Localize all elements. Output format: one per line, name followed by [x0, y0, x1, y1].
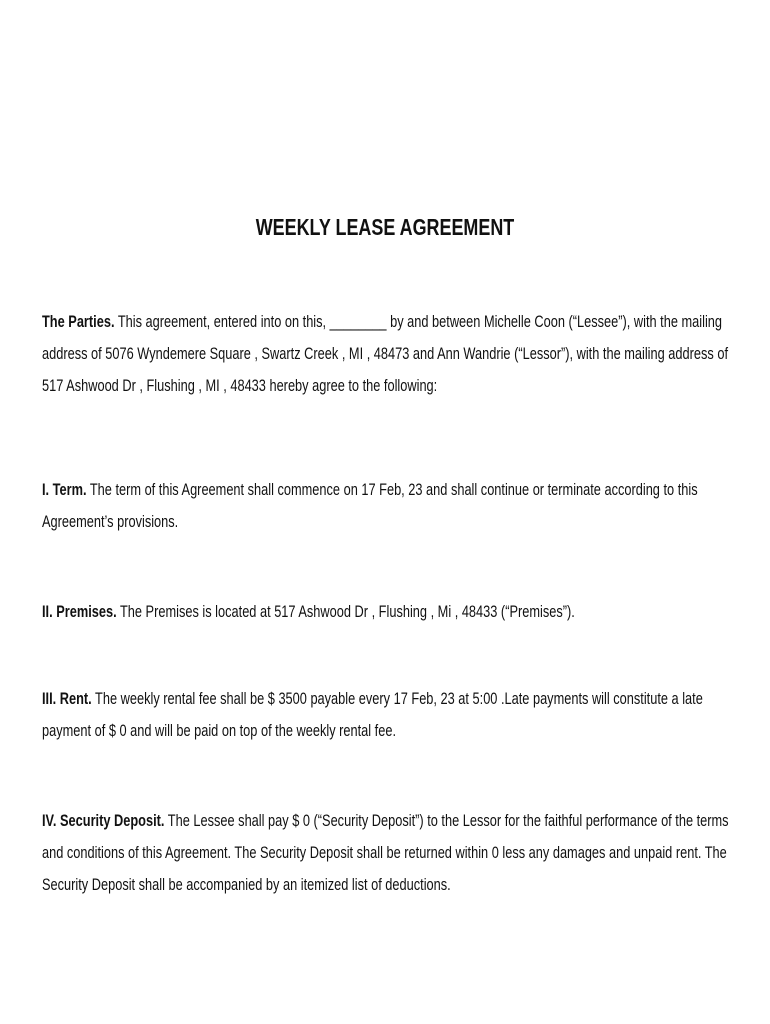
section-rent-heading: III. Rent.: [42, 690, 92, 708]
section-premises-heading: II. Premises.: [42, 603, 117, 621]
section-rent-text-1: The weekly rental fee shall be $ 3500 payable every 17 Feb, 23 at 5:00 .Late payments will constitute a late: [91, 690, 703, 708]
section-rent-line-1: [42, 683, 740, 715]
section-term-heading: I. Term.: [42, 481, 87, 499]
section-security-deposit: [42, 805, 740, 901]
section-parties-heading: The Parties.: [42, 313, 115, 331]
section-term-text-1: The term of this Agreement shall commence on 17 Feb, 23 and shall continue or terminate according to this: [86, 481, 698, 499]
section-term-line-1: [42, 474, 740, 506]
section-rent-text-2: payment of $ 0 and will be paid on top of the weekly rental fee.: [42, 722, 397, 740]
section-rent: [42, 683, 740, 747]
section-deposit-text-1: The Lessee shall pay $ 0 (“Security Deposit”) to the Lessor for the faithful performance of the terms: [164, 812, 729, 830]
section-parties-text-1: This agreement, entered into on this, ________ by and between Michelle Coon (“Lessee”), with the mailing: [114, 313, 723, 331]
section-parties-line-1: [42, 306, 740, 338]
section-premises-text-1: The Premises is located at 517 Ashwood Dr , Flushing , Mi , 48433 (“Premises”).: [116, 603, 575, 621]
section-term-text-2: Agreement’s provisions.: [42, 513, 179, 531]
section-premises: [42, 596, 740, 628]
section-premises-line-1: [42, 596, 740, 628]
section-parties-text-2: address of 5076 Wyndemere Square , Swartz Creek , MI , 48473 and Ann Wandrie (“Lessor”), with the mailing address of: [42, 345, 729, 363]
section-deposit-text-2: and conditions of this Agreement. The Security Deposit shall be returned within 0 less any damages and unpaid rent. The: [42, 844, 727, 862]
section-term: [42, 474, 740, 538]
section-deposit-heading: IV. Security Deposit.: [42, 812, 165, 830]
document-title: WEEKLY LEASE AGREEMENT: [255, 214, 515, 240]
section-parties: [42, 306, 740, 402]
section-parties-text-3: 517 Ashwood Dr , Flushing , MI , 48433 hereby agree to the following:: [42, 377, 438, 395]
section-deposit-line-1: [42, 805, 740, 837]
section-deposit-text-3: Security Deposit shall be accompanied by an itemized list of deductions.: [42, 876, 451, 894]
